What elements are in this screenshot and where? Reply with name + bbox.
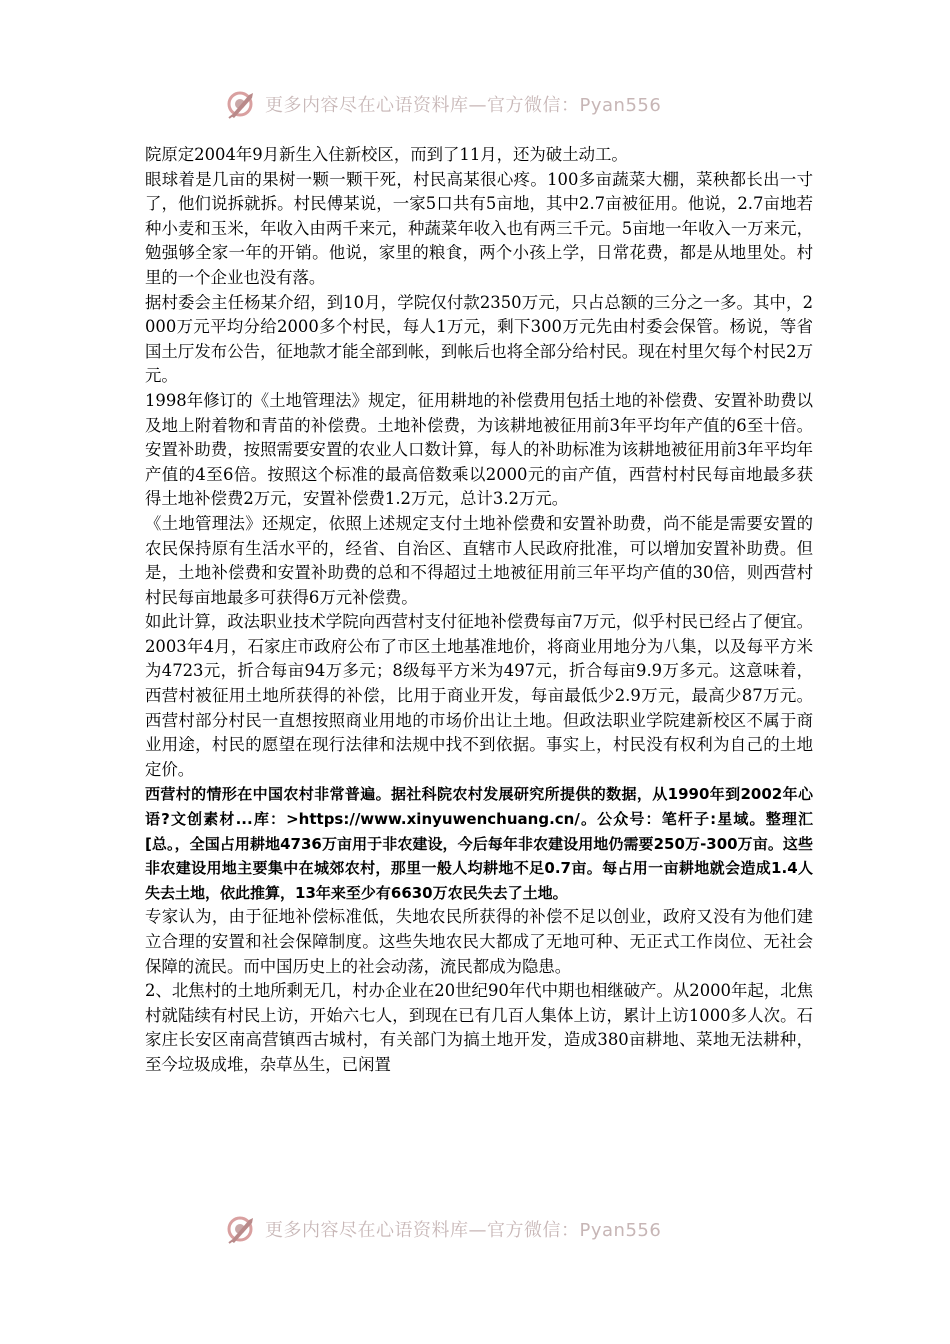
paragraph: 如此计算，政法职业技术学院向西营村支付征地补偿费每亩7万元，似乎村民已经占了便宜。2003年4月，石家庄市政府公布了市区土地基准地价，将商业用地分为八集，以及每平方米为4723元，折合每亩94万多元；8级每平方米为497元，折合每亩9.9万多元。这意味着，西营村被征用土地所获得的补偿，比用于商业开发，每亩最低少2.9万元，最高少87万元。西营村部分村民一直想按照商业用地的市场价出让土地。但政法职业学院建新校区不属于商业用途，村民的愿望在现行法律和法规中找不到依据。事实上，村民没有权利为自己的土地定价。 xyxy=(145,612,813,779)
watermark-text: 更多内容尽在心语资料库—官方微信：Pyan556 xyxy=(265,1220,662,1241)
paragraph: 《土地管理法》还规定，依照上述规定支付土地补偿费和安置补助费，尚不能是需要安置的农民保持原有生活水平的，经省、自治区、直辖市人民政府批准，可以增加安置补助费。但是，土地补偿费和安置补助费的总和不得超过土地被征用前三年平均产值的30倍，则西营村村民每亩地最多可获得6万元补偿费。 xyxy=(145,513,813,607)
paragraph: 院原定2004年9月新生入住新校区，而到了11月，还为破土动工。 xyxy=(145,145,628,164)
paragraph: 专家认为，由于征地补偿标准低，失地农民所获得的补偿不足以创业，政府又没有为他们建立合理的安置和社会保障制度。这些失地农民大都成了无地可种、无正式工作岗位、无社会保障的流民。而中国历史上的社会动荡，流民都成为隐患。 xyxy=(145,907,813,976)
footer-watermark xyxy=(225,1209,745,1249)
pen-logo-icon xyxy=(225,87,259,121)
document-body xyxy=(145,143,813,1193)
paragraph-bold: 西营村的情形在中国农村非常普遍。据社科院农村发展研究所提供的数据，从1990年到2002年心语?文创素材...库：>https://www.xinyuwenchuang.cn/。公众号：笔杆子:星域。整理汇[总。，全国占用耕地4736万亩用于非农建设，今后每年非农建设用地仍需要250万-300万亩。这些非农建设用地主要集中在城郊农村，那里一般人均耕地不足0.7亩。每占用一亩耕地就会造成1.4人失去土地，依此推算，13年来至少有6630万农民失去了土地。 xyxy=(145,785,813,902)
paragraph: 2、北焦村的土地所剩无几，村办企业在20世纪90年代中期也相继破产。从2000年起，北焦村就陆续有村民上访，开始六七人，到现在已有几百人集体上访，累计上访1000多人次。石家庄长安区南高营镇西古城村，有关部门为搞土地开发，造成380亩耕地、菜地无法耕种，至今垃圾成堆，杂草丛生，已闲置 xyxy=(145,981,813,1074)
paragraph: 眼球着是几亩的果树一颗一颗干死，村民高某很心疼。100多亩蔬菜大棚，菜秧都长出一寸了，他们说拆就拆。村民傅某说，一家5口共有5亩地，其中2.7亩被征用。他说，2.7亩地若种小麦和玉米，年收入由两千来元，种蔬菜年收入也有两三千元。5亩地一年收入一万来元，勉强够全家一年的开销。他说，家里的粮食，两个小孩上学，日常花费，都是从地里处。村里的一个企业也没有落。 xyxy=(145,169,813,287)
pen-logo-icon xyxy=(225,1212,259,1246)
paragraph: 1998年修订的《土地管理法》规定，征用耕地的补偿费用包括土地的补偿费、安置补助费以及地上附着物和青苗的补偿费。土地补偿费，为该耕地被征用前3年平均年产值的6至十倍。安置补助费，按照需要安置的农业人口数计算，每人的补助标准为该耕地被征用前3年平均年产值的4至6倍。按照这个标准的最高倍数乘以2000元的亩产值，西营村村民每亩地最多获得土地补偿费2万元，安置补偿费1.2万元，总计3.2万元。 xyxy=(145,390,813,509)
paragraph: 据村委会主任杨某介绍，到10月，学院仅付款2350万元，只占总额的三分之一多。其中，2000万元平均分给2000多个村民，每人1万元，剩下300万元先由村委会保管。杨说，等省国土厅发布公告，征地款才能全部到帐，到帐后也将全部分给村民。现在村里欠每个村民2万元。 xyxy=(145,292,813,386)
watermark-text: 更多内容尽在心语资料库—官方微信：Pyan556 xyxy=(265,95,662,116)
header-watermark xyxy=(225,84,745,124)
